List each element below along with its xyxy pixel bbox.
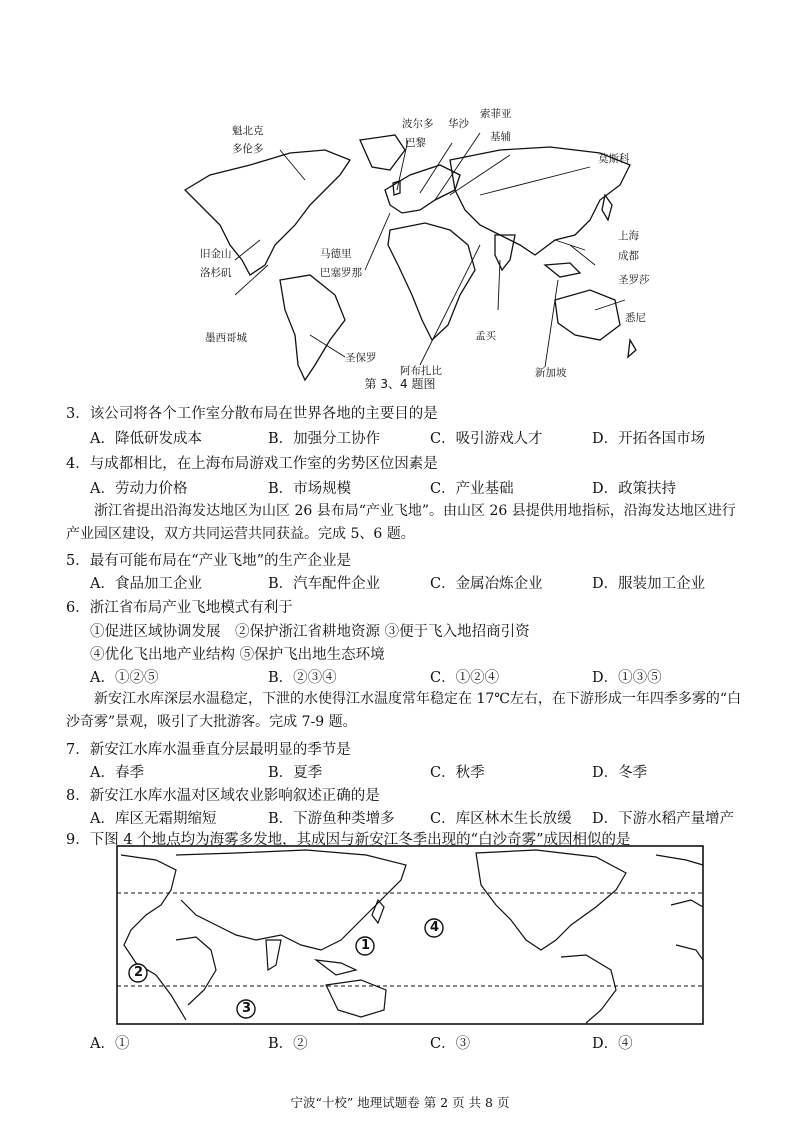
map1-caption: 第 3、4 题图	[364, 377, 436, 391]
question-7-stem: 7．新安江水库水温垂直分层最明显的季节是	[66, 742, 351, 758]
city-label-madrid: 马德里	[320, 248, 352, 260]
world-map-fog-locations	[116, 845, 704, 1025]
question-4-stem: 4．与成都相比，在上海布局游戏工作室的劣势区位因素是	[66, 456, 438, 472]
city-label-abudhabi: 阿布扎比	[400, 365, 442, 377]
q8-option-a: A．库区无霜期缩短	[90, 811, 217, 827]
city-label-moscow: 莫斯科	[598, 153, 630, 165]
q8-option-b: B．下游鱼种类增多	[268, 811, 395, 827]
q4-option-c: C．产业基础	[430, 481, 514, 497]
city-label-shanghai: 上海	[618, 230, 639, 242]
q5-option-c: C．金属冶炼企业	[430, 576, 543, 592]
city-label-saopaulo: 圣保罗	[345, 352, 377, 364]
q7-option-b: B．夏季	[268, 765, 323, 781]
fog-marker-1-label: 1	[361, 938, 371, 953]
q6-option-b: B．②③④	[268, 670, 337, 686]
city-label-kiev: 基辅	[490, 131, 511, 143]
city-label-mexicocity: 墨西哥城	[205, 332, 247, 344]
q9-option-c: C．③	[430, 1036, 471, 1052]
passage-7-9: 新安江水库深层水温稳定，下泄的水使得江水温度常年稳定在 17℃左右，在下游形成一年四季多雾的“白沙奇雾”景观，吸引了大批游客。完成 7-9 题。	[66, 691, 742, 730]
q4-option-a: A．劳动力价格	[90, 481, 188, 497]
fog-marker-2-label: 2	[134, 965, 144, 980]
q5-option-b: B．汽车配件企业	[268, 576, 381, 592]
q3-option-b: B．加强分工协作	[268, 431, 381, 447]
question-6-stem: 6．浙江省布局产业飞地模式有利于	[66, 600, 293, 616]
q6-option-c: C．①②④	[430, 670, 500, 686]
city-label-mumbai: 孟买	[475, 330, 496, 342]
city-label-losangeles: 洛杉矶	[200, 267, 232, 279]
city-label-warsaw: 华沙	[448, 118, 469, 130]
world-map-studios	[150, 95, 670, 395]
question-8-stem: 8．新安江水库水温对区域农业影响叙述正确的是	[66, 788, 380, 804]
q5-option-d: D．服装加工企业	[592, 576, 706, 592]
q9-option-b: B．②	[268, 1036, 308, 1052]
city-label-quebec: 魁北克	[232, 125, 264, 137]
city-label-sydney: 悉尼	[625, 312, 646, 324]
q6-option-d: D．①③⑤	[592, 670, 662, 686]
city-label-paris: 巴黎	[405, 137, 426, 149]
city-label-singapore: 新加坡	[535, 367, 567, 379]
q6-statements-line2: ④优化飞出地产业结构 ⑤保护飞出地生态环境	[90, 647, 385, 663]
fog-marker-3-label: 3	[242, 1001, 252, 1016]
q5-option-a: A．食品加工企业	[90, 576, 202, 592]
q3-option-c: C．吸引游戏人才	[430, 431, 543, 447]
q8-option-d: D．下游水稻产量增产	[592, 811, 735, 827]
fog-marker-4-label: 4	[430, 920, 440, 935]
city-label-bordeaux: 波尔多	[402, 118, 434, 130]
question-3-stem: 3．该公司将各个工作室分散布局在世界各地的主要目的是	[66, 406, 438, 422]
city-label-toronto: 多伦多	[232, 143, 264, 155]
q7-option-a: A．春季	[90, 765, 144, 781]
q9-option-a: A．①	[90, 1036, 130, 1052]
city-label-sanfrancisco: 旧金山	[200, 248, 232, 260]
world-map-2-outline	[116, 845, 704, 1025]
q3-option-d: D．开拓各国市场	[592, 431, 706, 447]
page-footer: 宁波“十校” 地理试题卷 第 2 页 共 8 页	[290, 1095, 510, 1110]
city-label-chengdu: 成都	[618, 250, 639, 262]
q6-statements-line1: ①促进区域协调发展 ②保护浙江省耕地资源 ③便于飞入地招商引资	[90, 624, 530, 640]
q8-option-c: C．库区林木生长放缓	[430, 811, 572, 827]
q3-option-a: A．降低研发成本	[90, 431, 202, 447]
q4-option-b: B．市场规模	[268, 481, 352, 497]
question-5-stem: 5．最有可能布局在“产业飞地”的生产企业是	[66, 553, 352, 569]
q4-option-d: D．政策扶持	[592, 481, 677, 497]
q7-option-d: D．冬季	[592, 765, 648, 781]
q6-option-a: A．①②⑤	[90, 670, 159, 686]
city-label-saipan: 圣罗莎	[618, 274, 650, 286]
q7-option-c: C．秋季	[430, 765, 485, 781]
city-label-barcelona: 巴塞罗那	[320, 267, 362, 279]
passage-5-6: 浙江省提出沿海发达地区为山区 26 县布局“产业飞地”。由山区 26 县提供用地指标，沿海发达地区进行产业园区建设，双方共同运营共同获益。完成 5、6 题。	[66, 503, 736, 542]
question-9-stem: 9．下图 4 个地点均为海雾多发地，其成因与新安江冬季出现的“白沙奇雾”成因相似的是	[66, 832, 631, 848]
city-label-sofia: 索菲亚	[480, 108, 512, 120]
q9-option-d: D．④	[592, 1036, 633, 1052]
